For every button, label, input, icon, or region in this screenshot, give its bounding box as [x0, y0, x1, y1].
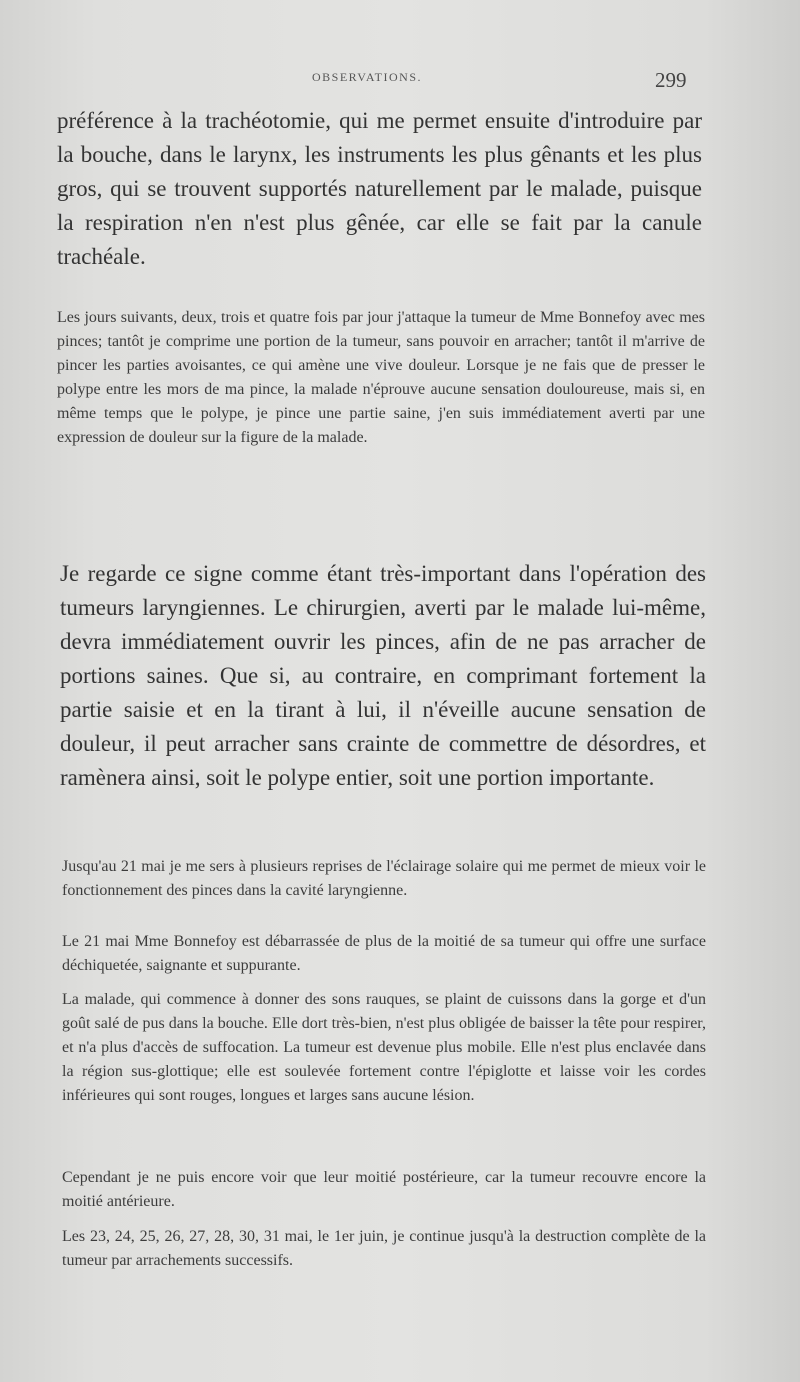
- page-header: [0, 70, 800, 100]
- paragraph-destruction: Les 23, 24, 25, 26, 27, 28, 30, 31 mai, le 1er juin, je continue jusqu'à la destruction complète de la tumeur par arrachements successifs.: [62, 1228, 706, 1269]
- paragraph-pain-sign: Je regarde ce signe comme étant très-important dans l'opération des tumeurs laryngiennes. Le chirurgien, averti par le malade lui-même, devra immédiatement ouvrir les pinces, afin de ne pas arracher de portions saines. Que si, au contraire, en comprimant fortement la partie saisie et en la tirant à lui, il n'éveille aucune sensation de douleur, il peut arracher sans crainte de commettre de désordres, et ramènera ainsi, soit le polype entier, soit une portion importante.: [60, 561, 706, 790]
- page-number: 299: [655, 68, 687, 92]
- paragraph-daily-attacks: Les jours suivants, deux, trois et quatre fois par jour j'attaque la tumeur de Mme Bonnefoy avec mes pinces; tantôt je comprime une portion de la tumeur, sans pouvoir en arracher; tantôt il m'arrive de pincer les parties avoisantes, ce qui amène une vive douleur. Lorsque je ne fais que de presser le polype entre les mors de ma pince, la malade n'éprouve aucune sensation douloureuse, mais si, en même temps que le polype, je pince une partie saine, j'en suis immédiatement averti par une expression de douleur sur la figure de la malade.: [57, 309, 705, 446]
- paragraph-may-21: Le 21 mai Mme Bonnefoy est débarrassée de plus de la moitié de sa tumeur qui offre une surface déchiquetée, saignante et suppurante.: [62, 933, 706, 974]
- running-title: OBSERVATIONS.: [312, 70, 423, 84]
- paragraph-solar-lighting: Jusqu'au 21 mai je me sers à plusieurs reprises de l'éclairage solaire qui me permet de mieux voir le fonctionnement des pinces dans la cavité laryngienne.: [62, 858, 706, 899]
- paragraph-continuation: préférence à la trachéotomie, qui me permet ensuite d'introduire par la bouche, dans le larynx, les instruments les plus gênants et les plus gros, qui se trouvent supportés naturellement par le malade, puisque la respiration n'en n'est plus gênée, car elle se fait par la canule trachéale.: [57, 108, 702, 269]
- paragraph-patient-state: La malade, qui commence à donner des sons rauques, se plaint de cuissons dans la gorge et d'un goût salé de pus dans la bouche. Elle dort très-bien, n'est plus obligée de baisser la tête pour respirer, et n'a plus d'accès de suffocation. La tumeur est devenue plus mobile. Elle n'est plus enclavée dans la région sus-glottique; elle est soulevée fortement contre l'épiglotte et laisse voir les cordes inférieures qui sont rouges, longues et larges sans aucune lésion.: [62, 991, 706, 1104]
- paragraph-posterior-half: Cependant je ne puis encore voir que leur moitié postérieure, car la tumeur recouvre encore la moitié antérieure.: [62, 1169, 706, 1210]
